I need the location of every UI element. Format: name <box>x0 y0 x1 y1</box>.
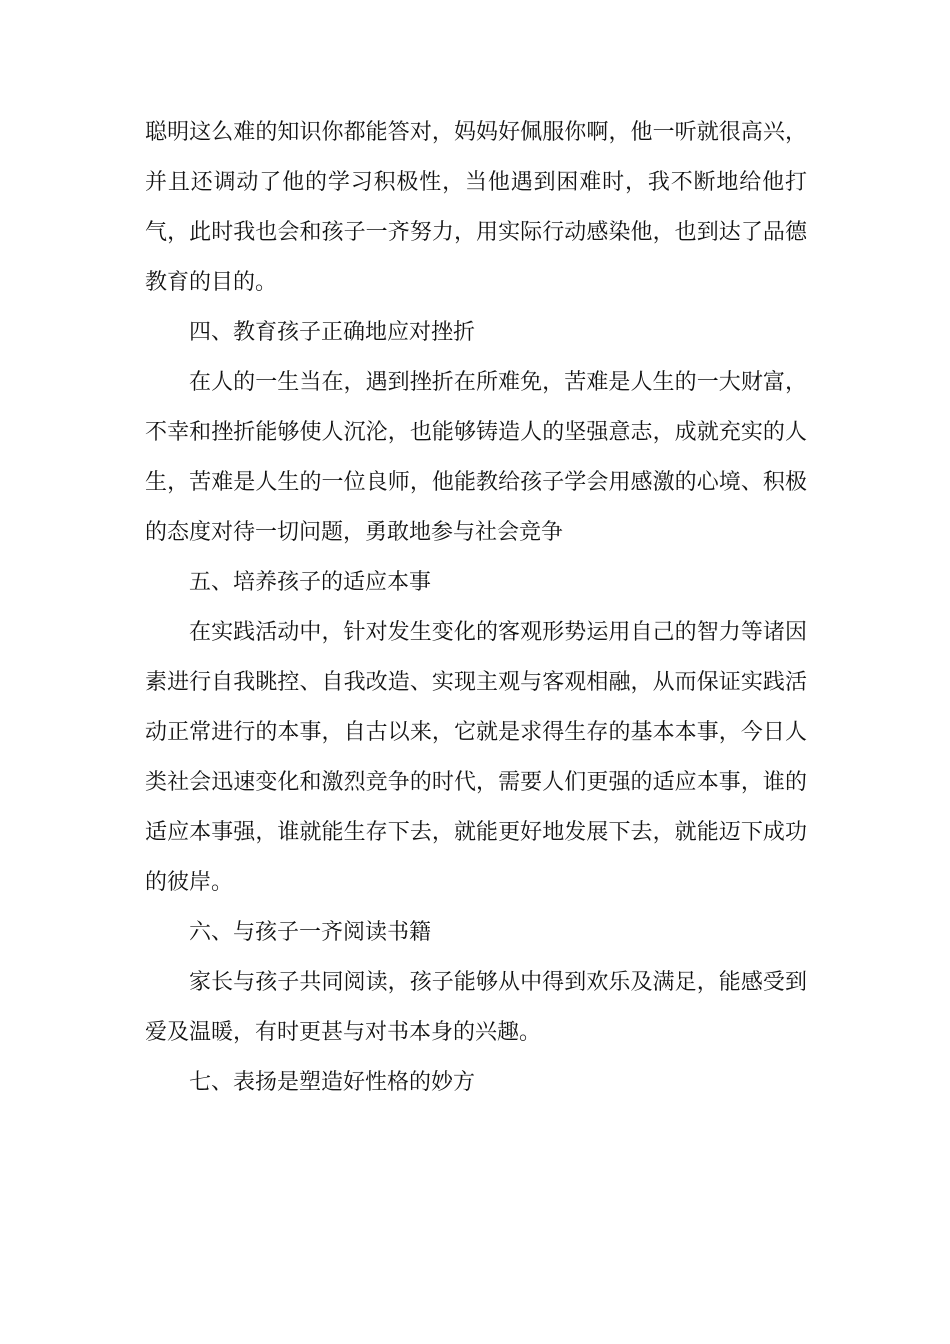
section-heading-praise: 七、表扬是塑造好性格的妙方 <box>189 1070 476 1095</box>
paragraph-reading: 家长与孩子共同阅读，孩子能够从中得到欢乐及满足，能感受到爱及温暖，有时更甚与对书本身的兴趣。 <box>145 970 807 1045</box>
section-heading-reading: 六、与孩子一齐阅读书籍 <box>189 920 432 945</box>
paragraph-adaptability: 在实践活动中，针对发生变化的客观形势运用自己的智力等诸因素进行自我眺控、自我改造、实现主观与客观相融，从而保证实践活动正常进行的本事，自古以来，它就是求得生存的基本本事，今日人类社会迅速变化和激烈竞争的时代，需要人们更强的适应本事，谁的适应本事强，谁就能生存下去，就能更好地发展下去，就能迈下成功的彼岸。 <box>145 620 807 895</box>
section-heading-frustration: 四、教育孩子正确地应对挫折 <box>189 320 476 345</box>
document-body <box>145 108 807 1108</box>
paragraph-praise-continuation: 聪明这么难的知识你都能答对，妈妈好佩服你啊，他一听就很高兴，并且还调动了他的学习积极性，当他遇到困难时，我不断地给他打气，此时我也会和孩子一齐努力，用实际行动感染他，也到达了品德教育的目的。 <box>145 120 807 295</box>
paragraph-frustration: 在人的一生当在，遇到挫折在所难免，苦难是人生的一大财富，不幸和挫折能够使人沉沦，也能够铸造人的坚强意志，成就充实的人生，苦难是人生的一位良师，他能教给孩子学会用感激的心境、积极的态度对待一切问题，勇敢地参与社会竞争 <box>145 370 807 545</box>
section-heading-adaptability: 五、培养孩子的适应本事 <box>189 570 432 595</box>
